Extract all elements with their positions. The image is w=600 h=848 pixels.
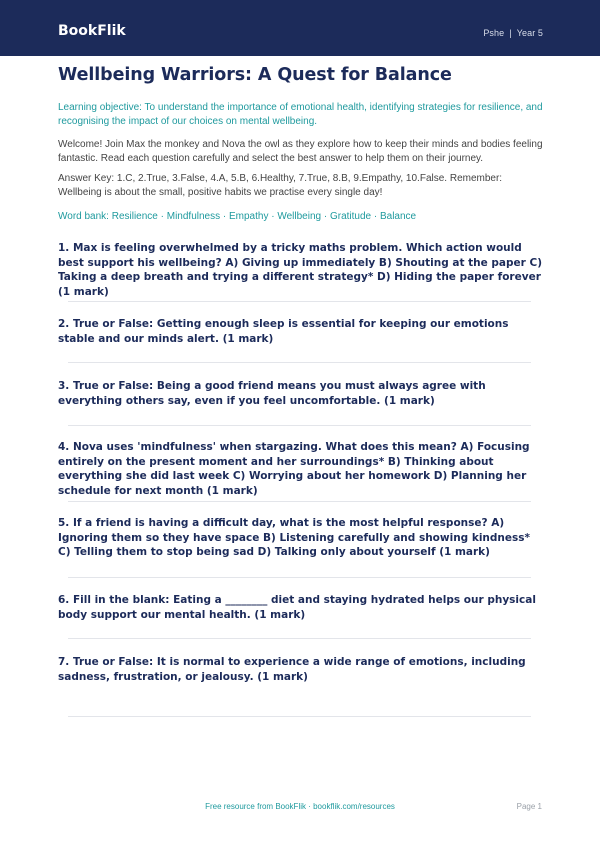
page-number: Page 1 [516, 802, 542, 811]
year-label: Year 5 [516, 28, 543, 38]
answer-line [68, 638, 531, 639]
subject-label: Pshe [483, 28, 505, 38]
question-5: 5. If a friend is having a difficult day, what is the most helpful response? A) Ignoring them so they have space B) Listening carefully and showing kindness* C) Telling them to stop being sad D) Talking only about yourself (1 mark) [58, 517, 531, 558]
answer-line [68, 301, 531, 302]
question-4: 4. Nova uses 'mindfulness' when stargazing. What does this mean? A) Focusing entirely on the present moment and her surroundings* B) Thinking about everything she did last week C) Worrying about her homework D) Planning her schedule for next month (1 mark) [58, 441, 530, 497]
question-1: 1. Max is feeling overwhelmed by a tricky maths problem. Which action would best support his wellbeing? A) Giving up immediately B) Shouting at the paper C) Taking a deep breath and trying a different strategy* D) Hiding the paper forever (1 mark) [58, 242, 542, 298]
answer-line [68, 501, 531, 502]
answer-line [68, 577, 531, 578]
welcome-text: Welcome! Join Max the monkey and Nova the owl as they explore how to keep their minds and bodies feeling fantastic. Read each question carefully and select the best answer to help them on their journey. [58, 139, 543, 164]
question-7: 7. True or False: It is normal to experience a wide range of emotions, including sadness, frustration, or jealousy. (1 mark) [58, 656, 526, 683]
answer-line [68, 362, 531, 363]
subject-year-label [483, 28, 543, 38]
answer-line [68, 716, 531, 717]
page-header [0, 0, 600, 56]
word-bank: Word bank: Resilience · Mindfulness · Empathy · Wellbeing · Gratitude · Balance [58, 211, 417, 222]
page-title: Wellbeing Warriors: A Quest for Balance [58, 65, 452, 85]
question-3: 3. True or False: Being a good friend means you must always agree with everything others say, even if you feel uncomfortable. (1 mark) [58, 380, 486, 407]
footer-resource-link[interactable]: Free resource from BookFlik · bookflik.com/resources [205, 802, 395, 811]
learning-objective: Learning objective: To understand the importance of emotional health, identifying strategies for resilience, and recognising the impact of our choices on mental wellbeing. [58, 102, 543, 127]
question-6: 6. Fill in the blank: Eating a ________ diet and staying hydrated helps our physical body support our mental health. (1 mark) [58, 594, 536, 621]
answer-key: Answer Key: 1.C, 2.True, 3.False, 4.A, 5.B, 6.Healthy, 7.True, 8.B, 9.Empathy, 10.False. Remember: Wellbeing is about the small, positive habits we practise every single day! [58, 173, 503, 198]
separator: | [509, 28, 512, 38]
answer-line [68, 425, 531, 426]
brand-logo[interactable]: BookFlik [58, 23, 126, 39]
question-2: 2. True or False: Getting enough sleep is essential for keeping our emotions stable and our minds alert. (1 mark) [58, 318, 509, 345]
